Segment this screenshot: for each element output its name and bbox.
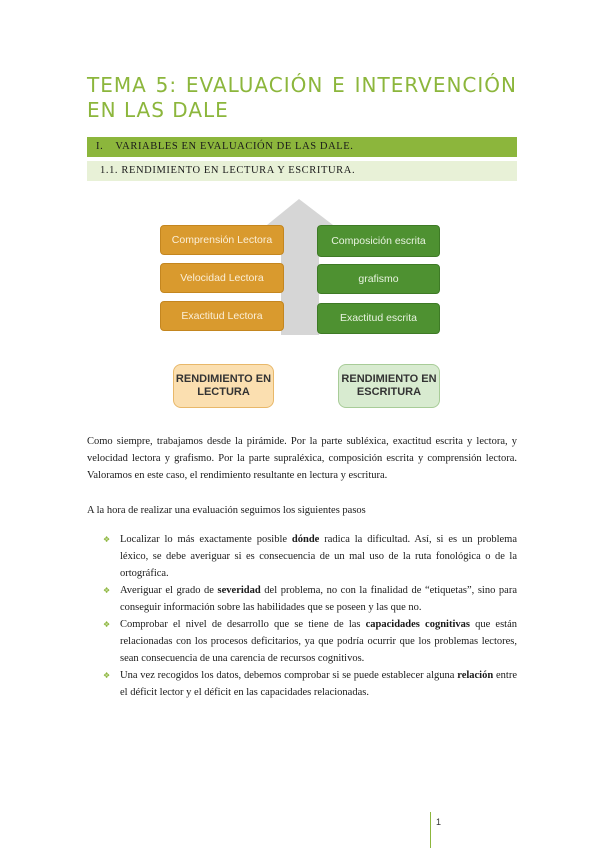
list-item: ❖ Localizar lo más exactamente posible dónde radica la dificultad. Así, si es un problema léxico, se debe averiguar si es consecuencia de un mal uso de la ruta fonológica o de la ortográfica. (87, 531, 517, 582)
list-item: ❖ Comprobar el nivel de desarrollo que se tiene de las capacidades cognitivas que están relacionadas con los procesos deficitarios, ya que podría ocurrir que los problemas lectores, sean consecuencia de una carencia de recursos cognitivos. (87, 616, 517, 667)
box-velocidad-lectora: Velocidad Lectora (160, 263, 284, 293)
page-number-rule (430, 812, 431, 848)
box-composicion-escrita: Composición escrita (317, 225, 440, 257)
section-label: VARIABLES EN EVALUACIÓN DE LAS DALE. (115, 141, 354, 152)
section-number: I. (96, 141, 104, 152)
box-rendimiento-escritura: RENDIMIENTO EN ESCRITURA (338, 364, 440, 408)
box-rendimiento-lectura: RENDIMIENTO EN LECTURA (173, 364, 274, 408)
subsection-label: 1.1. RENDIMIENTO EN LECTURA Y ESCRITURA. (100, 165, 356, 176)
title-line-1: TEMA 5: EVALUACIÓN E INTERVENCIÓN (87, 73, 517, 97)
evaluation-steps-list (87, 531, 517, 701)
box-exactitud-escrita: Exactitud escrita (317, 303, 440, 334)
document-title (87, 73, 517, 123)
box-grafismo: grafismo (317, 264, 440, 294)
bullet-star-icon: ❖ (103, 671, 111, 680)
box-exactitud-lectora: Exactitud Lectora (160, 301, 284, 331)
bullet-star-icon: ❖ (103, 535, 111, 544)
section-heading (87, 137, 517, 157)
list-item: ❖ Una vez recogidos los datos, debemos comprobar si se puede establecer alguna relación entre el déficit lector y el déficit en las capacidades relacionadas. (87, 667, 517, 701)
list-item: ❖ Averiguar el grado de severidad del problema, no con la finalidad de “etiquetas”, sino para conseguir información sobre las habilidades que se poseen y las que no. (87, 582, 517, 616)
paragraph-steps-intro: A la hora de realizar una evaluación seguimos los siguientes pasos (87, 505, 366, 516)
bullet-star-icon: ❖ (103, 586, 111, 595)
reading-writing-pyramid-diagram (157, 197, 442, 412)
paragraph-pyramid: Como siempre, trabajamos desde la pirámide. Por la parte subléxica, exactitud escrita y lectora, y velocidad lectora y grafismo. Por la parte supraléxica, composición escrita y comprensión lectora. Valoramos en este caso, el rendimiento resultante en lectura y escritura. (87, 436, 517, 481)
page-number: 1 (436, 817, 442, 827)
subsection-heading (87, 161, 517, 181)
title-line-2: EN LAS DALE (87, 98, 229, 122)
bullet-star-icon: ❖ (103, 620, 111, 629)
box-comprension-lectora: Comprensión Lectora (160, 225, 284, 255)
